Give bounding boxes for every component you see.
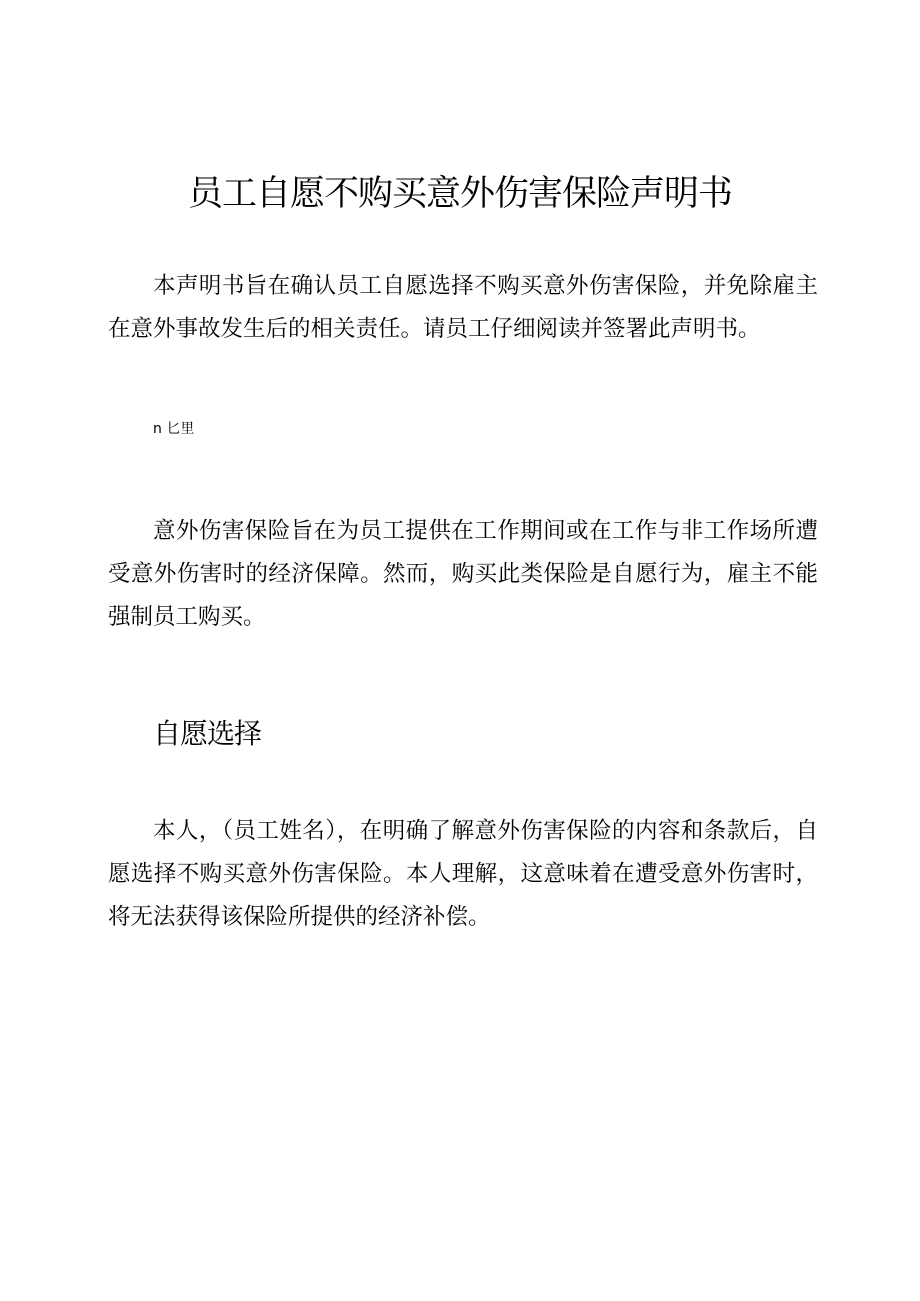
small-note-text: n 匕里 — [153, 421, 195, 437]
intro-paragraph: 本声明书旨在确认员工自愿选择不购买意外伤害保险，并免除雇主在意外事故发生后的相关责任。请员工仔细阅读并签署此声明书。 — [108, 273, 818, 342]
document-title: 员工自愿不购买意外伤害保险声明书 — [187, 174, 732, 214]
section-heading-voluntary-choice: 自愿选择 — [153, 717, 262, 750]
background-paragraph: 意外伤害保险旨在为员工提供在工作期间或在工作与非工作场所遭受意外伤害时的经济保障。然而，购买此类保险是自愿行为，雇主不能强制员工购买。 — [108, 518, 818, 630]
choice-paragraph: 本人，（员工姓名），在明确了解意外伤害保险的内容和条款后，自愿选择不购买意外伤害保险。本人理解，这意味着在遭受意外伤害时，将无法获得该保险所提供的经济补偿。 — [108, 818, 818, 930]
